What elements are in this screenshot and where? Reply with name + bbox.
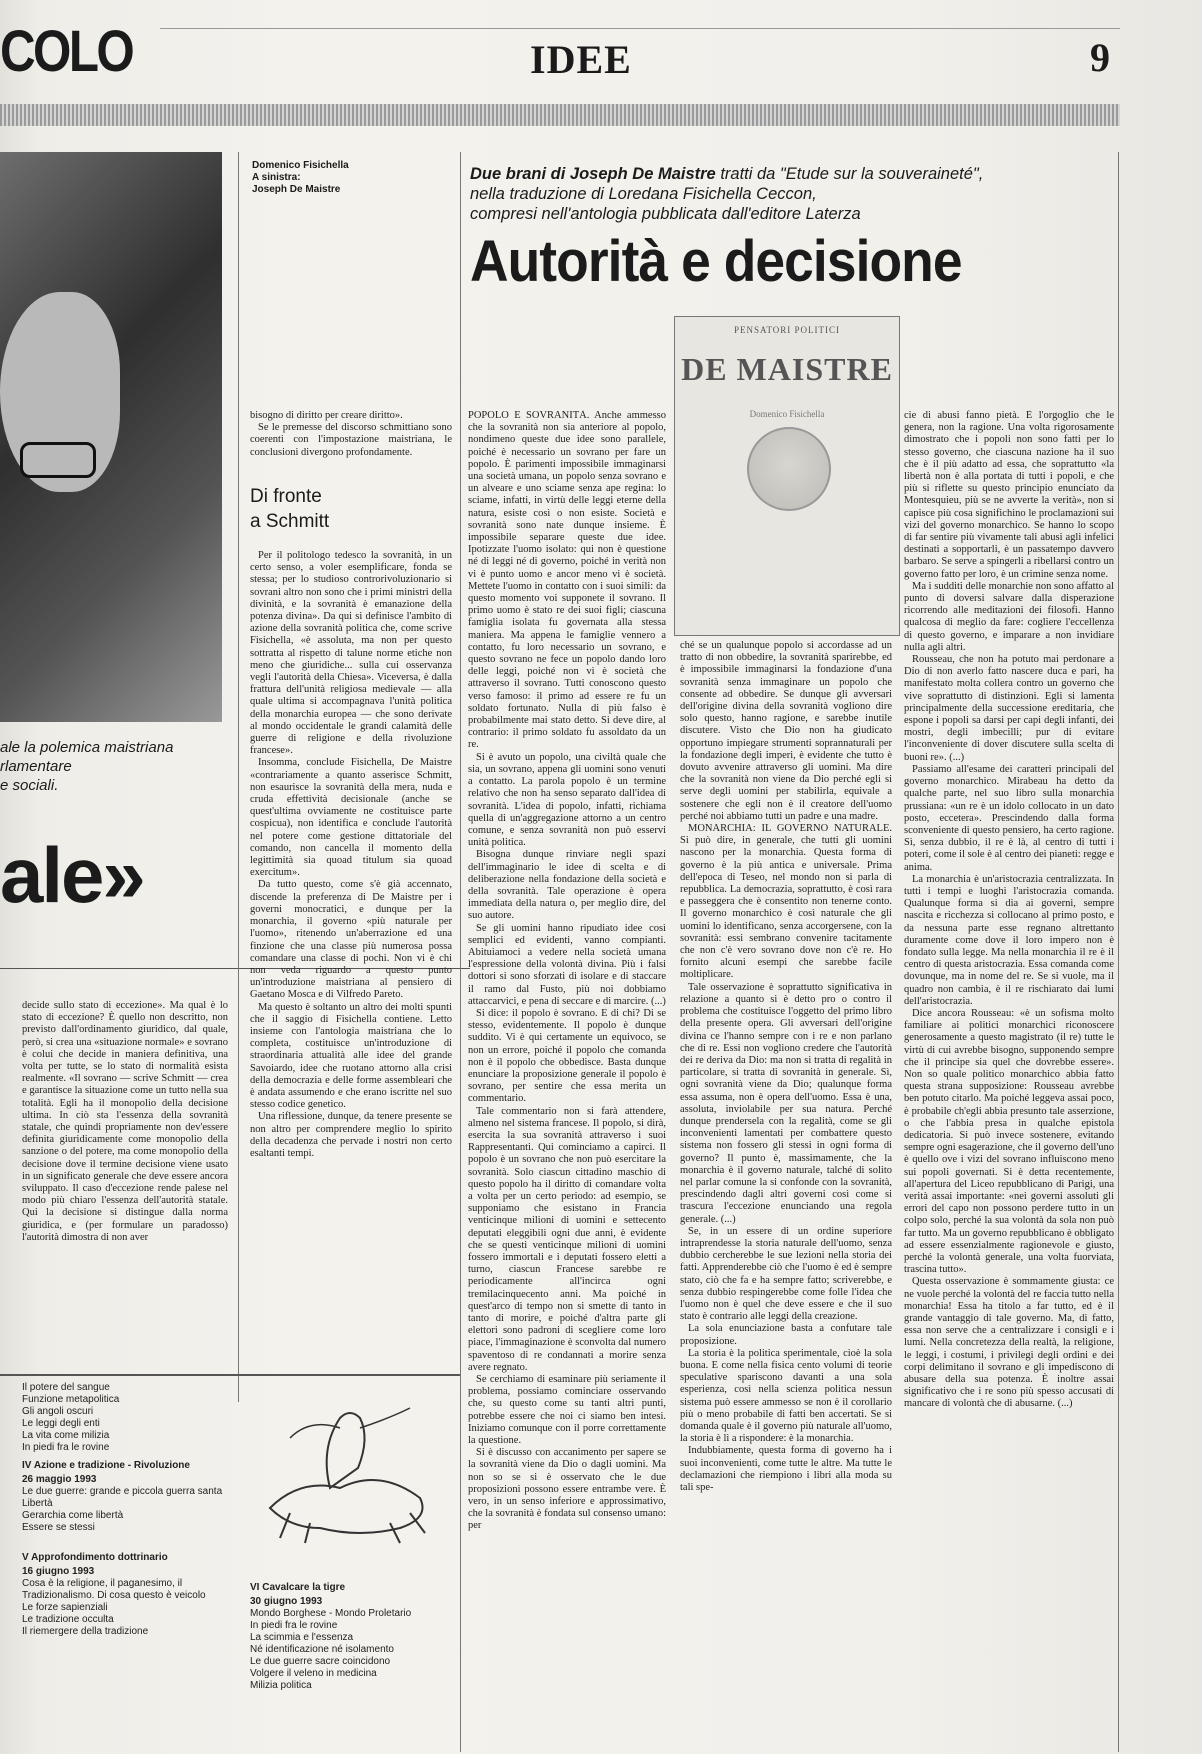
caption-line: rlamentare (0, 758, 72, 775)
intro-lead: Due brani di Joseph De Maistre (470, 165, 716, 183)
paragraph: Una riflessione, dunque, da tenere presente se non altro per comprendere meglio lo spirito della decadenza che pervade i nostri non certo esaltanti tempi. (250, 1111, 452, 1159)
program-item: Le due guerre sacre coincidono (250, 1656, 391, 1667)
program-item: Funzione metapolitica (22, 1394, 120, 1405)
photo-credit (252, 160, 402, 196)
program-item: Cosa è la religione, il paganesimo, il Tradizionalismo. Di cosa questo è veicolo (22, 1578, 206, 1601)
paragraph: Se, in un essere di un ordine superiore intraprendesse la storia naturale dell'uomo, senza dubbio cercherebbe le sue lezioni nella storia dei fatti. Apprenderebbe ciò che l'uomo è ed è sempre stato, ciò che fa e ha sempre fatto; scriverebbe, e senza dubbio respingerebbe come folle l'idea che l'uomo non è quel che deve essere e che il suo stato è contrario alle leggi della creazione. (680, 1225, 892, 1323)
program-item: Mondo Borghese - Mondo Proletario (250, 1608, 412, 1619)
subhead-line: a Schmitt (250, 511, 330, 532)
glasses-shape (20, 442, 96, 478)
book-series: PENSATORI POLITICI (733, 325, 841, 335)
paragraph: Tale osservazione è soprattutto significativa in relazione a quanto si è detto pro o contro il problema che costituisce l'oggetto del primo libro della presente opera. Gli avversari dell'origine divina ce l'hanno sempre con i re e non parlano che di re. Essi non vogliono credere che l'autorità dei re deriva da Dio: ma non si tratta di regalità in particolare, si tratta di sovranità in generale. Sì, ogni sovranità viene da Dio; qualunque forma essa assuma, non è opera dell'uomo. Essa è una, assoluta, inviolabile per sua natura. Perché dunque prendersela con la regalità, come se gli inconvenienti lamentati per combattere questo sistema non fossero gli stessi in ogni forma di governo? Il punto è, massimamente, che la monarchia è il governo naturale, talché di solito nel parlar comune la si confonde con la sovranità, prescindendo dagli altri governi così come si trascura l'eccezione enunciando una regola generale. (...) (680, 981, 892, 1225)
intro-line: tratti da "Etude sur la souveraineté", (715, 165, 984, 183)
program-item: Gerarchia come libertà (22, 1510, 124, 1521)
program-item: Le due guerre: grande e piccola guerra santa (22, 1486, 223, 1497)
author-photo (0, 152, 222, 722)
paragraph: Dice ancora Rousseau: «è un sofisma molto familiare ai politici monarchici riconoscere generosamente a questo magistrato (il re) tutte le virtù di cui avrebbe bisogno, supponendo sempre che il principe sia quel che dovrebbe essere». Non so quale politico monarchico abbia fatto questa strana supposizione: Rousseau avrebbe ben potuto citarlo. Ma poiché leggeva assai poco, è probabile ch'egli abbia presunto tale asserzione, o che l'abbia presa in qualche epistola dedicatoria. Si può invece sostenere, evitando sempre ogni esagerazione, che il governo dell'uno è quello ove i vizi del sovrano influiscono meno sui popoli governati. Si è detta recentemente, all'apertura del Liceo repubblicano di Parigi, una verità assai importante: «nei governi assoluti gli errori del capo non possono perdere tutto in un colpo solo, perché la sua volontà da sola non può far tutto. Ma un governo repubblicano è obbligato ad essere essenzialmente ragionevole e giusto, perché la volontà generale, una volta fuorviata, trascina tutto». (904, 1007, 1114, 1276)
paragraph: Si è avuto un popolo, una civiltà quale che sia, un sovrano, appena gli uomini sono venuti a contatto. La parola popolo è un termine relativo che non ha senso separato dall'idea di sovranità. L'idea di popolo, infatti, richiama quella di un'aggregazione attorno a un centro comune, e senza sovranità non può esservi unità politica. (468, 751, 666, 849)
masthead-left-fragment: COLO (0, 19, 133, 84)
paragraph: Si è discusso con accanimento per sapere se la sovranità viene da Dio o dagli uomini. Ma non so se si è osservato che le due proposizioni possono essere entrambe vere. È vero, in un senso inferiore e approssimativo, che la sovranità è fondata sul consenso umano: per (468, 1447, 666, 1532)
paragraph: ché se un qualunque popolo si accordasse ad un tratto di non obbedire, la sovranità sparirebbe, ed è impossibile immaginarsi la fondazione d'una sovranità senza immaginare un popolo che consente ad obbedire. Se dunque gli avversari dell'origine divina della sovranità vogliono dire solo questo, hanno ragione, e sarebbe inutile discutere. Visto che Dio non ha giudicato opportuno impiegare strumenti soprannaturali per la fondazione degli imperi, è evidente che tutto è dovuto avvenire attraverso gli uomini. Ma dire che la sovranità non viene da Dio perché egli si serve degli uomini per stabilirla, equivale a sostenere che egli non è il creatore dell'uomo perché noi abbiamo tutti un padre e una madre. (680, 640, 892, 822)
program-item: Né identificazione né isolamento (250, 1644, 394, 1655)
photo-credit-line: A sinistra: (252, 172, 301, 183)
program-item: Milizia politica (250, 1680, 312, 1691)
program-item: Le tradizione occulta (22, 1614, 114, 1625)
program-item: Le forze sapienziali (22, 1602, 108, 1613)
column-5-body (904, 410, 1114, 1745)
program-item: La scimmia e l'essenza (250, 1632, 354, 1643)
program-item: Le leggi degli enti (22, 1418, 100, 1429)
program-heading: V Approfondimento dottrinario (22, 1552, 168, 1563)
paragraph: POPOLO E SOVRANITÀ. Anche ammesso che la sovranità non sia anteriore al popolo, nondimeno queste due idee sono parallele, poiché è necessario un sovrano per fare un popolo. È parimenti impossibile immaginarsi una società umana, un popolo senza sovrano e un alveare e uno sciame senza ape regina: lo sciame, infatti, in virtù delle leggi eterne della natura, esiste così o non esiste. Società e sovranità sono nate dunque insieme. È impossibile separare queste due idee. Ipotizzate l'uomo isolato: qui non è questione né di leggi né di governo, poiché in verità non vi è punto uomo e ancor meno vi è società. Mettete l'uomo in contatto con i suoi simili: da questo momento voi supponete il sovrano. Il primo uomo è stato re dei suoi figli; ciascuna famiglia isolata fu governata alla stessa maniera. Ma appena le famiglie vennero a contatto, fu loro necessario un sovrano, e questo sovrano ne fece un popolo dando loro delle leggi, poiché non vi è società che attraverso il sovrano. Tutti conoscono questo verso famoso: il primo ad essere re fu un soldato fortunato. Nulla di più falso è probabilmente mai stato detto. Si deve dire, al contrario: il primo soldato fu assoldato da un re. (468, 410, 666, 751)
paragraph: La storia è la politica sperimentale, cioè la sola buona. E come nella fisica cento volumi di teorie speculative spariscono davanti a una sola esperienza, così nella scienza politica nessun sistema può essere ammesso se non è il corollario più o meno probabile di fatti ben accertati. Se si domanda quale è il governo più naturale all'uomo, la storia è lì a rispondere: è la monarchia. (680, 1347, 892, 1445)
intro-line: nella traduzione di Loredana Fisichella Ceccon, (470, 185, 817, 203)
photo-credit-line: Domenico Fisichella (252, 160, 349, 171)
program-item: In piedi fra le rovine (22, 1442, 110, 1453)
top-rule (160, 28, 1120, 29)
event-program-left (22, 1382, 232, 1638)
book-author: Domenico Fisichella (749, 409, 825, 419)
photo-credit-line: Joseph De Maistre (252, 184, 341, 195)
paragraph: Ma questo è soltanto un altro dei molti spunti che il saggio di Fisichella contiene. Letto insieme con l'antologia maistriana che lo completa, costituisce un'introduzione di straordinaria attualità alle idee del grande Savoiardo, idee che ruotano attorno alla crisi della democrazia e delle forme assembleari che è andata assumendo e che erano iscritte nel suo stesso codice genetico. (250, 1001, 452, 1111)
paragraph: Questa osservazione è sommamente giusta: ce ne vuole perché la volontà del re faccia tutto nella monarchia! Essa ha titolo a far tutto, ed è il grande vantaggio di tale governo. Ma, di fatto, essa non serve che a centralizzare i consigli e i lumi. Nella concretezza della realtà, la religione, le leggi, i costumi, i privilegi degli ordini e dei corpi delimitano il sovrano e gli impediscono di abusare della sua potenza. È inoltre assai significativo che i re sono più spesso accusati di mancare di volontà che di abusarne. (...) (904, 1276, 1114, 1410)
program-item: In piedi fra le rovine (250, 1620, 338, 1631)
column-rule (1118, 152, 1119, 1752)
paragraph: Passiamo all'esame dei caratteri principali del governo monarchico. Mirabeau ha detto da qualche parte, nel suo libro sulla monarchia prussiana: «un re è un idolo collocato in un dato posto, eccetera». Prescindendo dalla forma sconveniente di questo pensiero, ha certo ragione. Sì, senza dubbio, il re è là, al centro di tutti i poteri, come il sole è al centro dei pianeti: regge e anima. (904, 763, 1114, 873)
column-2-body (250, 550, 452, 1340)
paragraph: Per il politologo tedesco la sovranità, in un certo senso, a voler esemplificare, fonda se stessa; per lo studioso controrivoluzionario si sovrani altro non sono che i primi ministri della divinità, e la sovranità è emanazione della potenza divina». Da qui si definisce l'ambito di azione della sovranità politica che, come scrive Fisichella, «è assoluta, ma non per questo sottratta al rispetto di talune norme etiche non meno che giuridiche... sulla cui osservanza vegli l'autorità della Chiesa». Viceversa, è dalla frattura dell'unità religiosa medievale — alla quale ultima si accompagnava l'unità politica della monarchia europea — che sono derivate al mondo occidentale le grandi calamità delle guerre di religione e della rivoluzione francese». (250, 550, 452, 757)
masthead-stripe (0, 104, 1120, 126)
paragraph: Ma i sudditi delle monarchie non sono affatto al punto di doversi salvare dalla disperazione ricorrendo alle meditazioni dei filosofi. Hanno qualcosa di meglio da fare: cogliere l'eccellenza di questo governo, e imparare a non invidiare nulla agli altri. (904, 580, 1114, 653)
photo-caption (0, 738, 220, 795)
program-date: 26 maggio 1993 (22, 1474, 97, 1485)
portrait-medallion (747, 427, 831, 511)
paragraph: cie di abusi fanno pietà. È l'orgoglio che le genera, non la ragione. Una volta rigorosamente dimostrato che i popoli non sono fatti per lo stesso governo, che ciascuna nazione ha il suo che è il più adatto ad essa, che soprattutto «la libertà non è alla portata di tutti i popoli, e che più si riflette su questo principio enunciato da Montesquieu, più se ne avverte la verità», non si capisce più cosa significhino le proclamazioni sui vizi del governo monarchico. Se hanno lo scopo di far sentire più vivamente tali abusi agli infelici destinati a sopportarli, è un passatempo davvero barbaro. Se serve a spingerli a ribellarsi contro un governo fatto per loro, è un crimine senza nome. (904, 410, 1114, 580)
program-item: Il potere del sangue (22, 1382, 110, 1393)
program-item: Gli angoli oscuri (22, 1406, 94, 1417)
paragraph: La sola enunciazione basta a confutare tale proposizione. (680, 1323, 892, 1347)
program-item: La vita come milizia (22, 1430, 110, 1441)
program-item: Essere se stessi (22, 1522, 95, 1533)
column-2-top (250, 410, 452, 459)
engraving-illustration (250, 1388, 450, 1548)
column-1-body (22, 1000, 228, 1385)
page-number: 9 (1090, 35, 1110, 80)
paragraph: bisogno di diritto per creare diritto». (250, 410, 403, 421)
paragraph: MONARCHIA: IL GOVERNO NATURALE. Si può dire, in generale, che tutti gli uomini nascono per la monarchia. Questa forma di governo è la più antica e universale. Prima dell'epoca di Teseo, nel mondo non si parla di repubblica. La democrazia, soprattutto, è così rara e passeggera che è consentito non tenerne conto. Il governo monarchico è così naturale che gli uomini lo identificano, senza accorgersene, con la sovranità: essi sembrano convenire tacitamente che non c'è vero sovrano dove non c'è re. Ho fornito alcuni esempi che sarebbe facile moltiplicare. (680, 823, 892, 981)
section-title: IDEE (530, 37, 632, 82)
paragraph: La monarchia è un'aristocrazia centralizzata. In tutti i tempi e luoghi l'aristocrazia comanda. Qualunque forma si dia ai governi, sempre nascita e ricchezza si collocano al primo posto, e da nessuna parte esse regnano altrettanto duramente come dove il loro impero non è fondato sulla legge. Ma nella monarchia il re è il centro di questa aristocrazia. Essa comanda come dovunque, ma in nome del re. Se si vuole, ma il quadro non cambia, è il re rischiarato dai lumi dell'aristocrazia. (904, 873, 1114, 1007)
program-date: 16 giugno 1993 (22, 1566, 95, 1577)
program-item: Libertà (22, 1498, 53, 1509)
caption-line: ale la polemica maistriana (0, 739, 174, 756)
program-item: Volgere il veleno in medicina (250, 1668, 377, 1679)
book-cover (674, 316, 900, 636)
subhead (250, 484, 329, 534)
caption-line: e sociali. (0, 777, 59, 794)
paragraph: Da tutto questo, come s'è già accennato, discende la preferenza di De Maistre per i governi monocratici, e dunque per la monarchia, il governo «più naturale per l'uomo», ritenendo un'aberrazione ed una finzione che una classe più numerosa possa comandare una classe di pochi. Non vi è chi non veda riguardo a questo punto un'introduzione maistriana al pensiero di Gaetano Mosca e di Vilfredo Pareto. (250, 879, 452, 1001)
column-4-body (680, 640, 892, 1745)
column-3-body (468, 410, 666, 1745)
paragraph: Indubbiamente, questa forma di governo ha i suoi inconvenienti, come tutte le altre. Ma tutte le declamazioni che riempiono i libri alla moda su tali spe- (680, 1445, 892, 1494)
paragraph: Si dice: il popolo è sovrano. E di chi? Di se stesso, evidentemente. Il popolo è dunque suddito. Vi è qui certamente un equivoco, se non un errore, poiché il popolo che comanda non è il popolo che obbedisce. Basta dunque enunciare la proposizione generale il popolo è sovrano, per sentire che essa merita un commentario. (468, 1007, 666, 1105)
book-title: DE MAISTRE (681, 351, 893, 387)
event-program-mid (250, 1576, 450, 1692)
program-date: 30 giugno 1993 (250, 1596, 323, 1607)
program-heading: IV Azione e tradizione - Rivoluzione (22, 1460, 190, 1471)
program-heading: VI Cavalcare la tigre (250, 1582, 346, 1593)
intro-line: compresi nell'antologia pubblicata dall'editore Laterza (470, 205, 861, 223)
program-item: Il riemergere della tradizione (22, 1626, 149, 1637)
subhead-line: Di fronte (250, 486, 322, 507)
column-rule (460, 152, 461, 1752)
paragraph: Se cerchiamo di esaminare più seriamente il problema, possiamo cominciare osservando che, su questo come su tanti altri punti, potrebbe essere che noi ci siamo ben intesi. Iniziamo comunque con il porre correttamente la questione. (468, 1374, 666, 1447)
bottom-box-rule (0, 1374, 460, 1376)
column-rule (238, 152, 239, 1402)
paragraph: Rousseau, che non ha potuto mai perdonare a Dio di non averlo fatto nascere duca e pari, ha manifestato molta collera contro un governo che vive soprattutto di distinzioni. Egli si lamenta principalmente della successione ereditaria, che espone i popoli sa darsi per capi degli infanti, dei mostri, degli imbecilli; pur di evitare l'inconveniente di dover discutere sulla scelta di buoni re». (...) (904, 654, 1114, 763)
paragraph: Insomma, conclude Fisichella, De Maistre «contrariamente a quanto asserisce Schmitt, non esaurisce la sovranità della mera, nuda e cruda effettività decisionale (anche se quest'ultima ovviamente ne costituisce parte cospicua), non identifica e conclude l'autorità nel potere come gestione dittatoriale del comando, non cancella il momento della legittimità sia quoad titulum sia quoad exercitum». (250, 757, 452, 879)
paragraph: Se gli uomini hanno ripudiato idee così semplici ed evidenti, vanno compianti. Abituiamoci a vedere nella società umana l'espressione della volontà divina. Più i falsi dottori si sono sforzati di isolare e di staccare il ramo dal Fusto, più noi dobbiamo attaccarvici, e pena di seccare e di marcire. (...) (468, 922, 666, 1007)
article-intro (470, 164, 1030, 224)
paragraph: Bisogna dunque rinviare negli spazi dell'immaginario le idee di scelta e di deliberazione nella fondazione della società e della sovranità. Tale operazione è opera immediata della natura o, per meglio dire, del suo autore. (468, 849, 666, 922)
paragraph: Se le premesse del discorso schmittiano sono coerenti con l'impostazione maistriana, le conclusioni divergono profondamente. (250, 422, 452, 458)
left-headline-fragment: ale» (0, 831, 144, 919)
article-headline: Autorità e decisione (470, 229, 962, 294)
paragraph: Tale commentario non si farà attendere, almeno nel sistema francese. Il popolo, si dirà, esercita la sua sovranità attraverso i suoi Rappresentanti. Qui cominciamo a capirci. Il popolo è un sovrano che non può esercitare la sovranità. Solo ciascun cittadino maschio di questo popolo ha il diritto di comandare volta a volta per un certo periodo: ad esempio, se supponiamo che esistano in Francia venticinque milioni di uomini e settecento deputati eleggibili ogni due anni, è evidente che se questi venticinque milioni di uomini fossero immortali e i deputati fossero eletti a turno, ciascun Francese sarebbe re periodicamente all'incirca ogni tremilacinquecento anni. Ma poiché in quest'arco di tempo non si smette di tanto in tanto di morire, e poiché d'altra parte gli elettori sono padroni di scegliere come loro piace, l'immaginazione è sconvolta dal numero spaventoso di re condannati a morire senza avere regnato. (468, 1105, 666, 1373)
paragraph: decide sullo stato di eccezione». Ma qual è lo stato di eccezione? È quello non descritto, non previsto dall'ordinamento giuridico, dal quale, però, si crea una «situazione normale» e sovrano è colui che decide in maniera definitiva, una volta per tutte, se lo stato di normalità esista realmente. «Il sovrano — scrive Schmitt — crea e garantisce la situazione come un tutto nella sua totalità. Egli ha il monopolio della decisione ultima. In ciò sta l'essenza della sovranità statale, che quindi propriamente non dev'essere definita giuridicamente come monopolio della sanzione o del potere, ma come monopolio della decisione dove il termine decisione viene usato in un significato generale che deve essere ancora sviluppato. Il caso d'eccezione rende palese nel modo più chiaro l'essenza dell'autorità statale. Qui la decisione si distingue dalla norma giuridica, e (per formulare un paradosso) l'autorità dimostra di non aver (22, 1000, 228, 1243)
